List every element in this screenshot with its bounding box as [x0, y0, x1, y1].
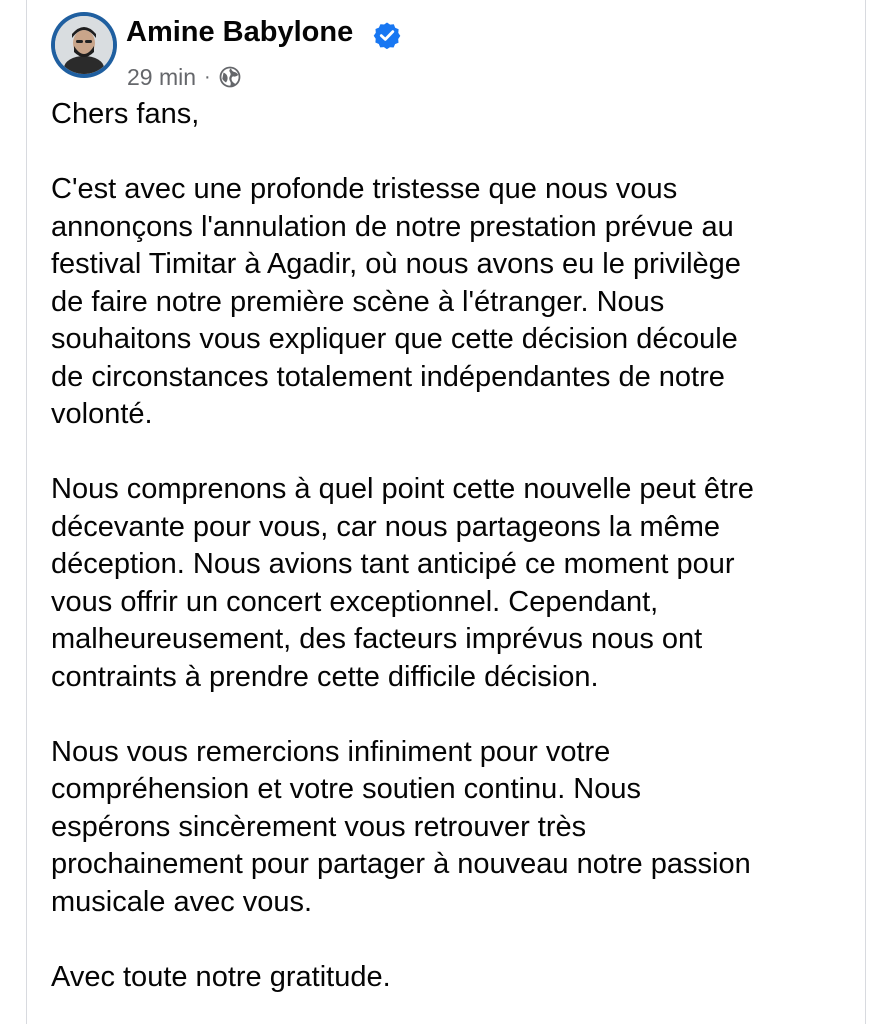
meta-separator: · [204, 65, 211, 88]
globe-icon[interactable] [219, 66, 241, 88]
post-paragraph-signoff: Avec toute notre gratitude. [51, 960, 391, 993]
post-body [51, 96, 841, 1034]
post-paragraph-apology: Nous comprenons à quel point cette nouvelle peut être décevante pour vous, car nous partageons la même déception. Nous avions tant anticipé ce moment pour vous offrir un concert exceptionnel. Cependant, malheureusement, des facteurs imprévus nous ont contraints à prendre cette difficile décision. [51, 473, 754, 693]
facebook-post [27, 0, 865, 1024]
post-paragraph-greeting: Chers fans, [51, 98, 200, 130]
author-name[interactable]: Amine Babylone [126, 16, 354, 48]
post-paragraph-announcement: C'est avec une profonde tristesse que nous vous annonçons l'annulation de notre prestation prévue au festival Timitar à Agadir, où nous avons eu le privilège de faire notre première scène à l'étranger. Nous souhaitons vous expliquer que cette décision découle de circonstances totalement indépendantes de notre volonté. [51, 173, 741, 430]
post-meta [127, 62, 241, 92]
avatar-photo [55, 16, 113, 74]
verified-badge-icon [373, 21, 401, 49]
card-right-border [865, 0, 866, 1024]
person-icon [55, 16, 113, 74]
post-paragraph-thanks: Nous vous remercions infiniment pour votre compréhension et votre soutien continu. Nous espérons sincèrement vous retrouver très prochainement pour partager à nouveau notre passion musicale avec vous. [51, 735, 751, 918]
post-timestamp[interactable]: 29 min [127, 63, 197, 90]
author-avatar[interactable] [51, 12, 117, 78]
